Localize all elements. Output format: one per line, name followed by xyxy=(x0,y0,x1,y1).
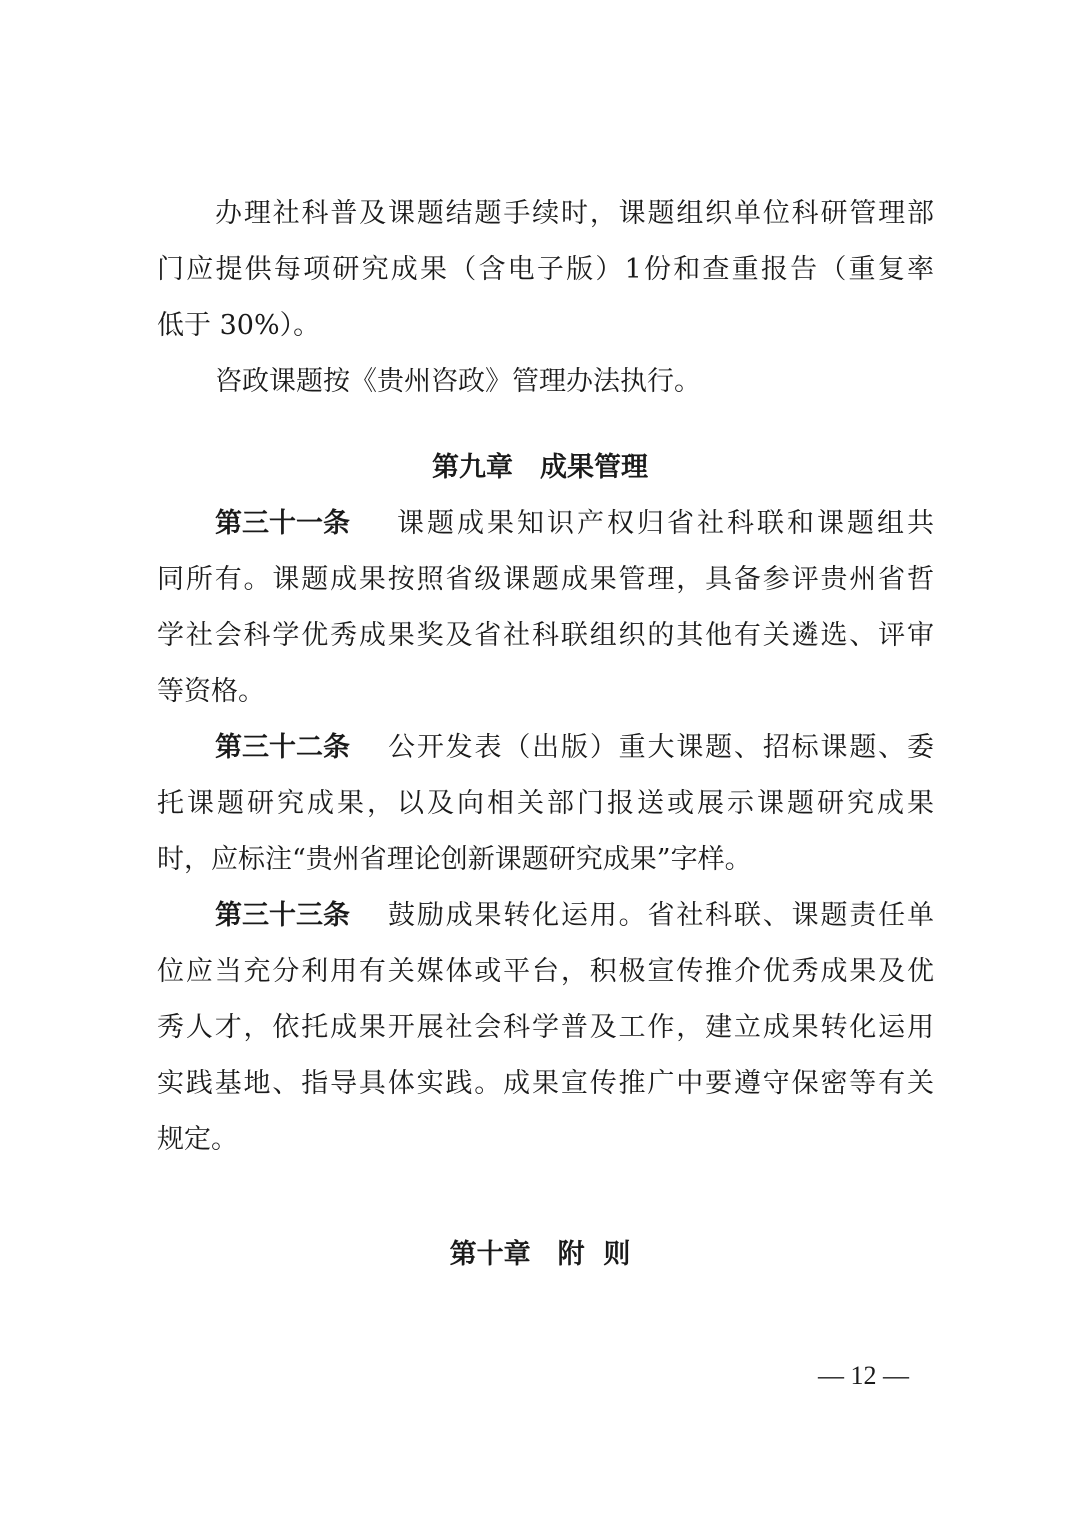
paragraph-1-line-3: 低于 30%）。 xyxy=(157,310,321,341)
chapter-9-title: 第九章 成果管理 xyxy=(432,452,648,483)
article-31-line-3: 学社会科学优秀成果奖及省社科联组织的其他有关遴选、评审 xyxy=(157,620,934,651)
article-33-line-5: 规定。 xyxy=(157,1124,238,1155)
article-31-line-1: 课题成果知识产权归省社科联和课题组共 xyxy=(397,508,934,539)
article-32-heading: 第三十二条 xyxy=(215,732,350,763)
article-33-line-2: 位应当充分利用有关媒体或平台，积极宣传推介优秀成果及优 xyxy=(157,956,934,987)
paragraph-1-line-1: 办理社科普及课题结题手续时，课题组织单位科研管理部 xyxy=(215,198,934,229)
article-31-line-2: 同所有。课题成果按照省级课题成果管理，具备参评贵州省哲 xyxy=(157,564,934,595)
article-32-line-1: 公开发表（出版）重大课题、招标课题、委 xyxy=(388,732,934,763)
article-31-line-4: 等资格。 xyxy=(157,676,265,707)
article-33-heading: 第三十三条 xyxy=(215,900,350,931)
article-33-line-4: 实践基地、指导具体实践。成果宣传推广中要遵守保密等有关 xyxy=(157,1068,934,1099)
article-32-line-3: 时，应标注“贵州省理论创新课题研究成果”字样。 xyxy=(157,844,752,875)
article-32-line-2: 托课题研究成果，以及向相关部门报送或展示课题研究成果 xyxy=(157,788,934,819)
page-number: — 12 — xyxy=(818,1361,909,1390)
article-33-line-3: 秀人才，依托成果开展社会科学普及工作，建立成果转化运用 xyxy=(157,1012,934,1043)
paragraph-1-line-2: 门应提供每项研究成果（含电子版）1份和查重报告（重复率 xyxy=(157,254,934,285)
chapter-10-title: 第十章 附 则 xyxy=(449,1239,631,1270)
article-33-line-1: 鼓励成果转化运用。省社科联、课题责任单 xyxy=(388,900,934,931)
paragraph-2: 咨政课题按《贵州咨政》管理办法执行。 xyxy=(215,366,701,397)
article-31-heading: 第三十一条 xyxy=(215,508,350,539)
